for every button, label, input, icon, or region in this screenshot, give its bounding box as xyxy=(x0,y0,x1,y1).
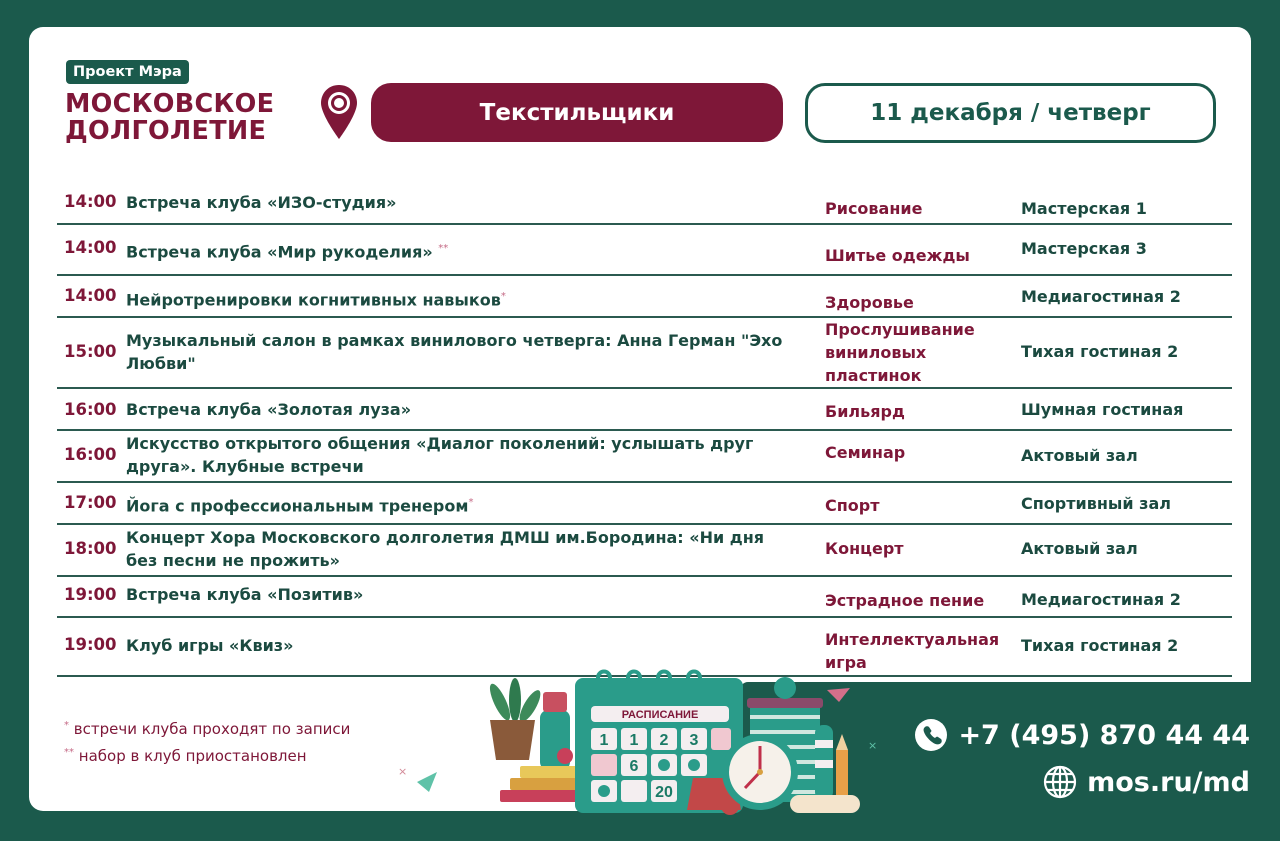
schedule-row xyxy=(57,431,1232,483)
event-category: Интеллектуальная игра xyxy=(825,630,1000,672)
event-category: Рисование xyxy=(825,199,923,218)
paper-plane-icon xyxy=(417,772,437,792)
event-room: Актовый зал xyxy=(1021,539,1138,558)
event-time: 18:00 xyxy=(64,539,117,558)
event-category: Здоровье xyxy=(825,293,914,312)
event-room: Медиагостиная 2 xyxy=(1021,590,1181,609)
event-title: Йога с профессиональным тренером* xyxy=(126,496,474,516)
footnotes xyxy=(64,714,350,768)
svg-text:1: 1 xyxy=(599,732,609,749)
note-mark: * xyxy=(468,497,474,508)
district-label: Текстильщики xyxy=(371,83,783,142)
schedule-row xyxy=(57,225,1232,276)
logo-line-1: МОСКОВСКОЕ xyxy=(65,89,275,119)
footnote-closed: ** набор в клуб приостановлен xyxy=(64,747,307,765)
location-pin-icon xyxy=(320,84,358,140)
event-category: Семинар xyxy=(825,443,906,462)
note-mark: * xyxy=(500,291,506,302)
event-category: Бильярд xyxy=(825,402,905,421)
event-time: 17:00 xyxy=(64,493,117,512)
schedule-row xyxy=(57,483,1232,525)
phone-contact[interactable] xyxy=(914,718,1250,752)
svg-text:×: × xyxy=(868,739,878,752)
event-time: 14:00 xyxy=(64,238,117,257)
event-room: Мастерская 3 xyxy=(1021,239,1147,258)
globe-icon xyxy=(1043,765,1077,799)
svg-text:×: × xyxy=(398,765,408,778)
event-category: Прослушивание виниловых пластинок xyxy=(825,320,975,385)
event-category: Шитье одежды xyxy=(825,246,970,265)
event-title: Искусство открытого общения «Диалог поколений: услышать друг друга». Клубные встречи xyxy=(126,434,754,476)
event-time: 14:00 xyxy=(64,286,117,305)
event-title: Нейротренировки когнитивных навыков* xyxy=(126,290,506,310)
paper-plane-icon xyxy=(827,688,850,702)
event-time: 16:00 xyxy=(64,445,117,464)
event-category: Концерт xyxy=(825,539,904,558)
schedule-illustration xyxy=(395,660,885,820)
phone-icon xyxy=(914,718,948,752)
event-title: Клуб игры «Квиз» xyxy=(126,636,294,655)
event-title: Концерт Хора Московского долголетия ДМШ им.Бородина: «Ни дня без песни не прожить» xyxy=(126,528,765,570)
svg-text:РАСПИСАНИЕ: РАСПИСАНИЕ xyxy=(621,709,699,721)
event-room: Медиагостиная 2 xyxy=(1021,287,1181,306)
schedule-table xyxy=(57,183,1232,677)
event-time: 19:00 xyxy=(64,585,117,604)
schedule-row xyxy=(57,577,1232,618)
svg-text:2: 2 xyxy=(659,732,669,749)
event-room: Тихая гостиная 2 xyxy=(1021,636,1179,655)
event-category: Спорт xyxy=(825,496,880,515)
project-badge: Проект Мэра xyxy=(66,60,189,84)
event-title: Музыкальный салон в рамках винилового четверга: Анна Герман "Эхо Любви" xyxy=(126,331,783,373)
svg-text:20: 20 xyxy=(655,784,673,801)
logo-line-2: ДОЛГОЛЕТИЕ xyxy=(65,116,267,146)
logo-title xyxy=(65,91,274,145)
svg-text:6: 6 xyxy=(629,758,639,775)
schedule-row xyxy=(57,276,1232,318)
footnote-signup: * встречи клуба проходят по записи xyxy=(64,720,351,738)
event-room: Шумная гостиная xyxy=(1021,400,1184,419)
event-category: Эстрадное пение xyxy=(825,591,985,610)
event-room: Мастерская 1 xyxy=(1021,199,1147,218)
event-title: Встреча клуба «Золотая луза» xyxy=(126,400,412,419)
event-title: Встреча клуба «Позитив» xyxy=(126,585,364,604)
schedule-row xyxy=(57,389,1232,431)
date-label: 11 декабря / четверг xyxy=(805,83,1216,143)
schedule-row xyxy=(57,525,1232,577)
event-room: Актовый зал xyxy=(1021,446,1138,465)
website-link[interactable] xyxy=(1043,765,1250,799)
schedule-row xyxy=(57,318,1232,389)
schedule-row xyxy=(57,183,1232,225)
phone-number: +7 (495) 870 44 44 xyxy=(958,719,1250,751)
event-title: Встреча клуба «ИЗО-студия» xyxy=(126,193,397,212)
event-room: Тихая гостиная 2 xyxy=(1021,342,1179,361)
event-title: Встреча клуба «Мир рукоделия» ** xyxy=(126,242,449,262)
website-url: mos.ru/md xyxy=(1087,766,1250,798)
note-mark: ** xyxy=(438,243,449,254)
event-room: Спортивный зал xyxy=(1021,494,1171,513)
event-time: 15:00 xyxy=(64,342,117,361)
event-time: 16:00 xyxy=(64,400,117,419)
event-time: 19:00 xyxy=(64,635,117,654)
event-time: 14:00 xyxy=(64,192,117,211)
svg-text:1: 1 xyxy=(629,732,639,749)
svg-text:3: 3 xyxy=(689,732,699,749)
